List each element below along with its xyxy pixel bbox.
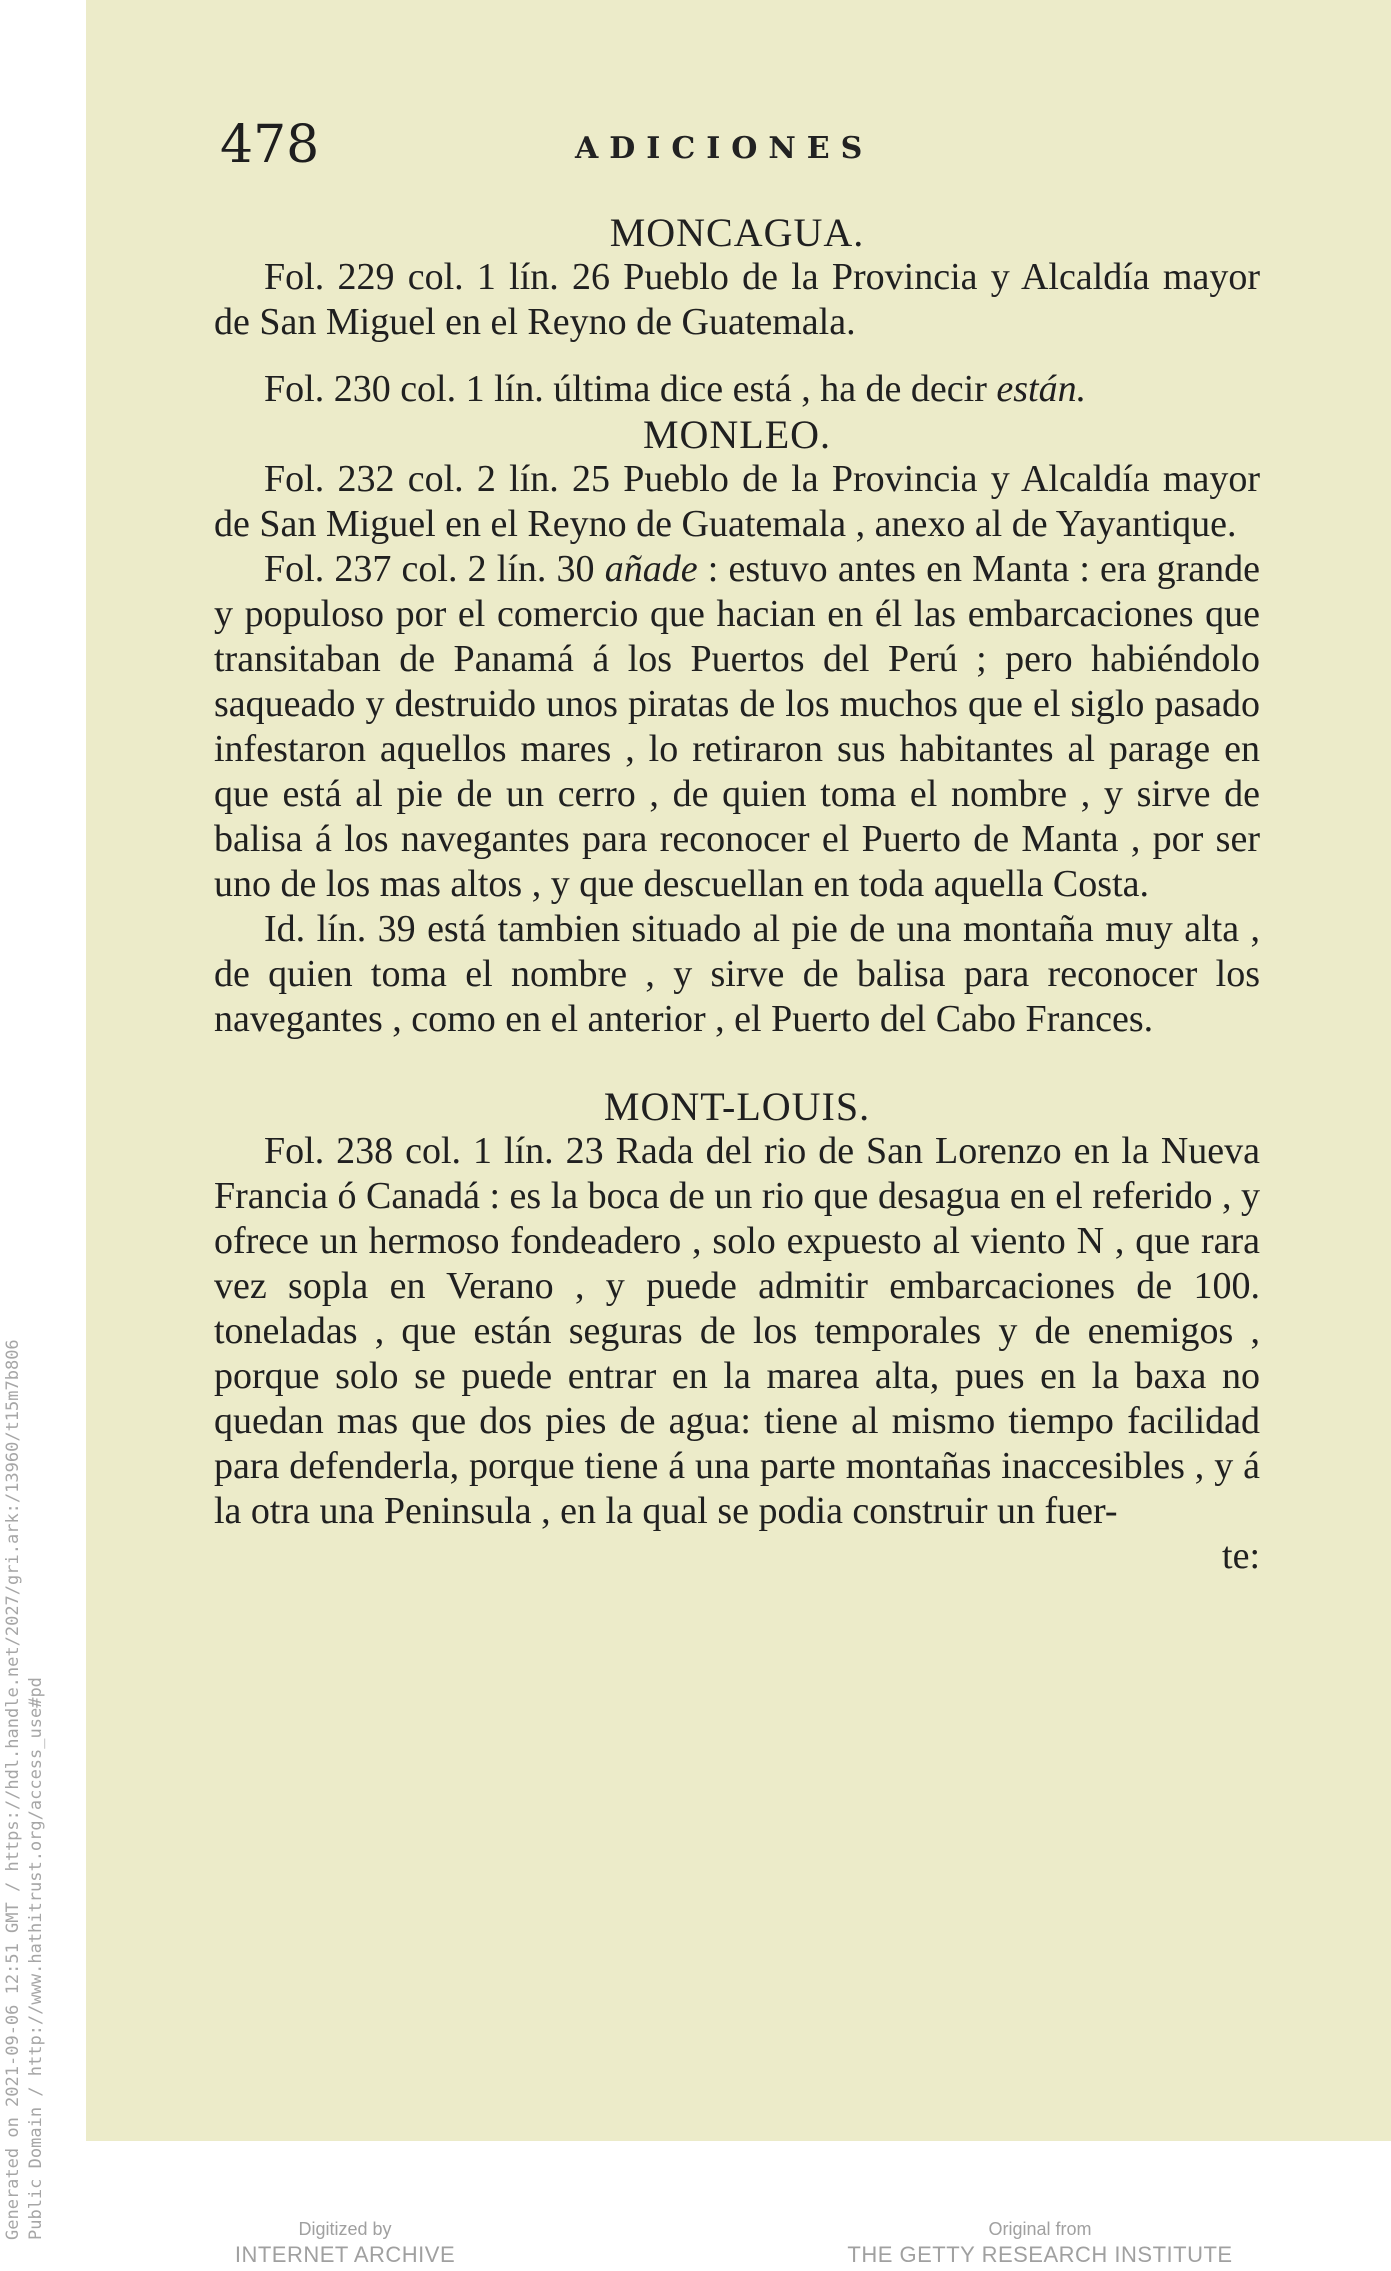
entry-title-moncagua: MONCAGUA. bbox=[609, 210, 865, 255]
italic-word: añade bbox=[604, 548, 698, 590]
paragraph-text: Fol. 237 col. 2 lín. 30 bbox=[264, 548, 605, 590]
original-from-credit bbox=[840, 2218, 1240, 2270]
entry-title-mont-louis: MONT-LOUIS. bbox=[603, 1084, 871, 1129]
paragraph bbox=[214, 367, 1260, 412]
paragraph: Fol. 229 col. 1 lín. 26 Pueblo de la Provincia y Alcaldía mayor de San Miguel en el Reyno de Guatemala. bbox=[214, 256, 1260, 343]
paragraph-text: : estuvo antes en Manta : era grande y populoso por el comercio que hacian en él las embarcaciones que transitaban de Panamá á los Puertos del Perú ; pero habiéndolo saqueado y destruido unos piratas de los muchos que el siglo pasado infestaron aquellos mares , lo retiraron sus habitantes al parage en que está al pie de un cerro , de quien toma el nombre , y sirve de balisa á los navegantes para reconocer el Puerto de Manta , por ser uno de los mas altos , y que descuellan en toda aquella Costa. bbox=[214, 548, 1260, 905]
credit-caption: Digitized by bbox=[298, 2219, 392, 2239]
watermark-line-1: Generated on 2021-09-06 12:51 GMT / https://hdl.handle.net/2027/gri.ark:/13960/t15m7b806 bbox=[3, 1339, 23, 2240]
credit-caption: Original from bbox=[988, 2219, 1092, 2239]
page-header bbox=[220, 115, 1260, 175]
paragraph: Fol. 232 col. 2 lín. 25 Pueblo de la Provincia y Alcaldía mayor de San Miguel en el Reyno de Guatemala , anexo al de Yayantique. bbox=[214, 458, 1260, 545]
digitized-by-credit bbox=[215, 2218, 475, 2270]
paragraph bbox=[214, 547, 1260, 907]
running-head: ADICIONES bbox=[575, 131, 874, 166]
paragraph-text: Fol. 230 col. 1 lín. última dice está , ha de decir bbox=[264, 368, 997, 410]
hathitrust-watermark bbox=[2, 1339, 48, 2240]
credit-name: THE GETTY RESEARCH INSTITUTE bbox=[847, 2242, 1233, 2267]
credit-name: INTERNET ARCHIVE bbox=[234, 2242, 456, 2267]
entry-title-monleo: MONLEO. bbox=[642, 412, 832, 457]
paragraph: Id. lín. 39 está tambien situado al pie de una montaña muy alta , de quien toma el nombre , y sirve de balisa para reconocer los navegantes , como en el anterior , el Puerto del Cabo Frances. bbox=[214, 908, 1260, 1040]
italic-word: están. bbox=[996, 368, 1087, 410]
catchword: te: bbox=[1222, 1535, 1260, 1577]
page-number: 478 bbox=[220, 115, 320, 175]
paragraph: Fol. 238 col. 1 lín. 23 Rada del rio de San Lorenzo en la Nueva Francia ó Canadá : es la boca de un rio que desagua en el referido , y ofrece un hermoso fondeadero , solo expuesto al viento N , que rara vez sopla en Verano , y puede admitir embarcaciones de 100. toneladas , que están seguras de los temporales y de enemigos , porque solo se puede entrar en la marea alta, pues en la baxa no quedan mas que dos pies de agua: tiene al mismo tiempo facilidad para defenderla, porque tiene á una parte montañas inaccesibles , y á la otra una Peninsula , en la qual se podia construir un fuer- bbox=[214, 1130, 1260, 1532]
page-body bbox=[214, 210, 1260, 1579]
watermark-line-2: Public Domain / http://www.hathitrust.org/access_use#pd bbox=[26, 1677, 46, 2240]
